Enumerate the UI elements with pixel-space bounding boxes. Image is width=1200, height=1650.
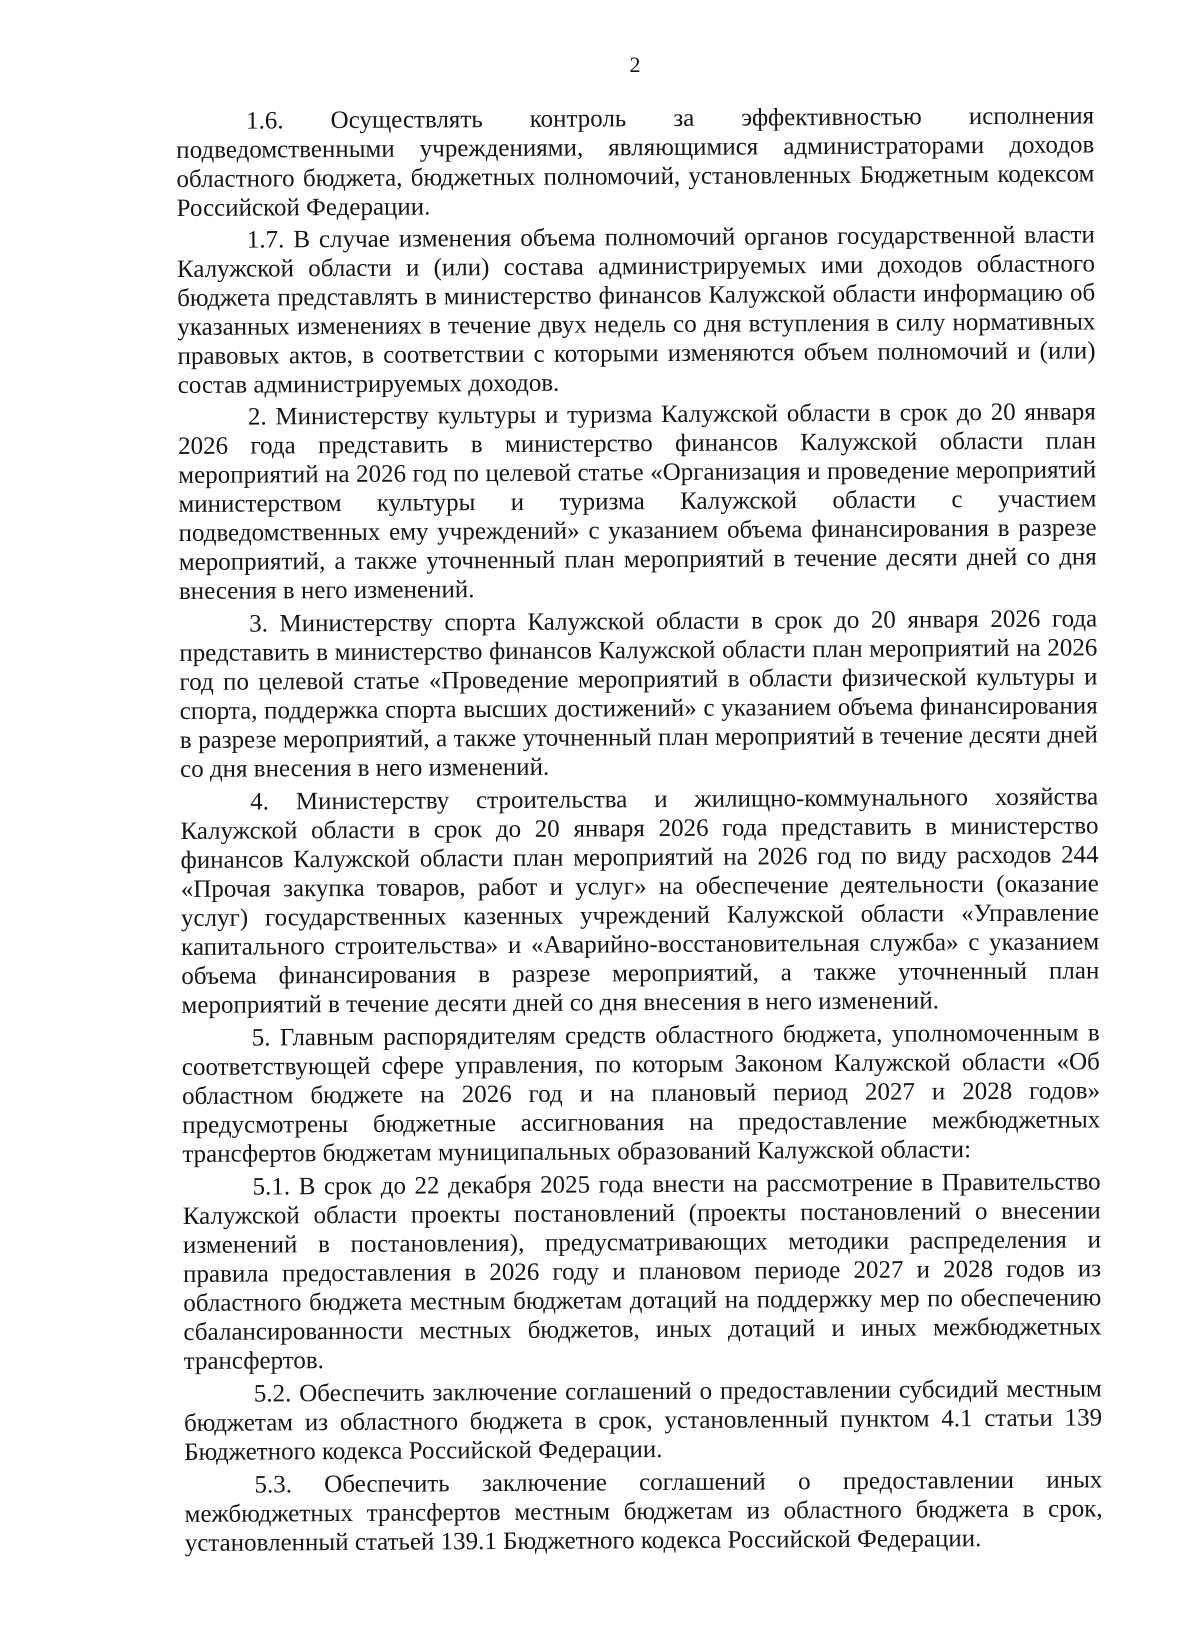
paragraph-5-1: 5.1. В срок до 22 декабря 2025 года внести на рассмотрение в Правительство Калужской области проекты постановлений (проекты постановлений о внесении изменений в постановления), предусматривающих методики распределения и правила предоставления в 2026 году и плановом периоде 2027 и 2028 годов из областного бюджета местным бюджетам дотаций на поддержку мер по обеспечению сбалансированности местных бюджетов, иных дотаций и иных межбюджетных трансфертов. [182, 1168, 1102, 1375]
paragraph-1-7: 1.7. В случае изменения объема полномочий органов государственной власти Калужской области и (или) состава администрируемых ими доходов областного бюджета представлять в министерство финансов Калужской области информацию об указанных изменениях в течение двух недель со дня вступления в силу нормативных правовых актов, в соответствии с которыми изменяются объем полномочий и (или) состав администрируемых доходов. [176, 221, 1096, 399]
document-body [176, 101, 1103, 1562]
paragraph-1-6: 1.6. Осуществлять контроль за эффективностью исполнения подведомственными учреждениями, являющимися администраторами доходов областного бюджета, бюджетных полномочий, установленных Бюджетным кодексом Российской Федерации. [176, 102, 1095, 222]
paragraph-4: 4. Министерству строительства и жилищно-коммунального хозяйства Калужской области в срок до 20 января 2026 года представить в министерство финансов Калужской области план мероприятий на 2026 год по виду расходов 244 «Прочая закупка товаров, работ и услуг» на обеспечение деятельности (оказание услуг) государственных казенных учреждений Калужской области «Управление капитального строительства» и «Аварийно-восстановительная служба» с указанием объема финансирования в разрезе мероприятий, а также уточненный план мероприятий в течение десяти дней со дня внесения в него изменений. [180, 783, 1100, 1019]
paragraph-3: 3. Министерству спорта Калужской области в срок до 20 января 2026 года представить в министерство финансов Калужской области план мероприятий на 2026 год по целевой статье «Проведение мероприятий в области физической культуры и спорта, поддержка спорта высших достижений» с указанием объема финансирования в разрезе мероприятий, а также уточненный план мероприятий в течение десяти дней со дня внесения в него изменений. [179, 605, 1098, 783]
paragraph-5-2: 5.2. Обеспечить заключение соглашений о предоставлении субсидий местным бюджетам из областного бюджета в срок, установленный пунктом 4.1 статьи 139 Бюджетного кодекса Российской Федерации. [183, 1375, 1103, 1466]
page-number: 2 [629, 52, 641, 77]
paragraph-2: 2. Министерству культуры и туризма Калужской области в срок до 20 января 2026 года представить в министерство финансов Калужской области план мероприятий на 2026 год по целевой статье «Организация и проведение мероприятий министерством культуры и туризма Калужской области с участием подведомственных ему учреждений» с указанием объема финансирования в разрезе мероприятий, а также уточненный план мероприятий в течение десяти дней со дня внесения в него изменений. [177, 398, 1097, 605]
paragraph-5: 5. Главным распорядителям средств областного бюджета, уполномоченным в соответствующей сфере управления, по которым Законом Калужской области «Об областном бюджете на 2026 год и на плановый период 2027 и 2028 годов» предусмотрены бюджетные ассигнования на предоставление межбюджетных трансфертов бюджетам муниципальных образований Калужской области: [181, 1019, 1101, 1168]
paragraph-5-3: 5.3. Обеспечить заключение соглашений о предоставлении иных межбюджетных трансфертов местным бюджетам из областного бюджета в срок, установленный статьей 139.1 Бюджетного кодекса Российской Федерации. [184, 1466, 1103, 1557]
